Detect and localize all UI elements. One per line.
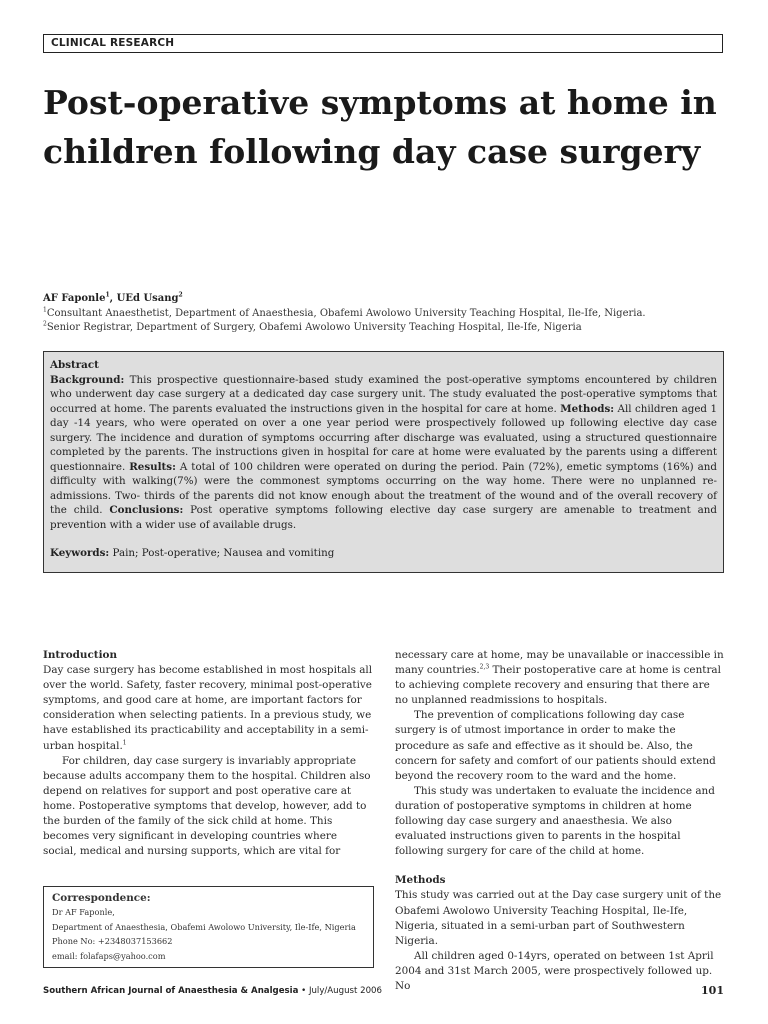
author-separator: , bbox=[109, 293, 117, 304]
correspondence-heading: Correspondence: bbox=[52, 892, 151, 904]
citation-ref: 1 bbox=[122, 739, 127, 747]
keywords-label: Keywords: bbox=[50, 547, 110, 559]
author-name: AF Faponle bbox=[43, 293, 106, 304]
abstract-heading: Abstract bbox=[50, 359, 99, 371]
body-paragraph: For children, day case surgery is invariably appropriate because adults accompany them to the hospital. Children also depend on relatives for support and post operative care at home. Postoperative symptoms that develop, however, add to the burden of the family of the sick child at home. This becomes very significant in developing countries where social, medical and nursing supports, which are vital for bbox=[43, 754, 371, 858]
body-text: necessary care at home, may be unavailable or inaccessible in many countries. bbox=[395, 649, 724, 677]
background-text: This prospective questionnaire-based study examined the post-operative symptoms encountered by children who underwent day case surgery at a dedicated day case surgery unit. The study evaluated the post-operative symptoms that occurred at home. The parents evaluated the instructions given in the hospital for care at home. bbox=[50, 373, 717, 415]
methods-text: All children aged 1 day -14 years, who were operated on over a one year period were prospectively followed up following elective day case surgery. The incidence and duration of symptoms occurring after discharge was evaluated, using a structured questionnaire completed by the parents. The instructions given in hospital for care at home were evaluated by the parents using a different questionnaire. bbox=[50, 402, 717, 473]
keywords-text: Pain; Post-operative; Nausea and vomiting bbox=[109, 547, 335, 559]
keywords bbox=[50, 546, 717, 561]
body-paragraph: This study was carried out at the Day case surgery unit of the Obafemi Awolowo University Teaching Hospital, Ile-Ife, Nigeria, situated in a semi-urban part of Southwestern Nigeria. bbox=[395, 889, 722, 947]
body-paragraph: All children aged 0-14yrs, operated on between 1st April 2004 and 31st March 2005, were prospectively followed up. No bbox=[395, 949, 714, 992]
correspondence-line: Department of Anaesthesia, Obafemi Awolowo University, Ile-Ife, Nigeria bbox=[52, 921, 356, 932]
body-paragraph: This study was undertaken to evaluate the incidence and duration of postoperative symptoms in children at home following day case surgery and anaesthesia. We also evaluated instructions given to parents in the hospital following surgery for care of the child at home. bbox=[395, 784, 715, 858]
correspondence-line: Dr AF Faponle, bbox=[52, 907, 115, 917]
journal-name: Southern African Journal of Anaesthesia & Analgesia bbox=[43, 986, 299, 996]
affiliation-text: Senior Registrar, Department of Surgery, Obafemi Awolowo University Teaching Hospital, Ile-Ife, Nigeria bbox=[46, 322, 582, 333]
affiliation-text: Consultant Anaesthetist, Department of Anaesthesia, Obafemi Awolowo University Teaching Hospital, Ile-Ife, Nigeria. bbox=[46, 308, 646, 319]
article-title: Post-operative symptoms at home in children following day case surgery bbox=[43, 83, 717, 171]
results-text: A total of 100 children were operated on during the period. Pain (72%), emetic symptoms (16%) and difficulty with walking(7%) were the commonest symptoms occurring on the way home. There were no unplanned re-admissions. Two- thirds of the parents did not know enough about the treatment of the wound and of the overall recovery of the child. bbox=[50, 460, 717, 516]
body-column-right bbox=[395, 648, 725, 994]
author-name: UEd Usang bbox=[116, 293, 179, 304]
page-footer bbox=[43, 986, 724, 996]
body-paragraph: The prevention of complications following day case surgery is of utmost importance in order to make the procedure as safe and effective as it should be. Also, the concern for safety and comfort of our patients should extend beyond the recovery room to the ward and the home. bbox=[395, 709, 716, 782]
introduction-heading: Introduction bbox=[43, 649, 117, 661]
body-text: Day case surgery has become established in most hospitals all over the world. Safety, faster recovery, minimal post-operative symptoms, and good care at home, are important factors for consideration when selecting patients. In a previous study, we have established its practicability and acceptability in a semi-urban hospital. bbox=[43, 664, 373, 752]
affiliation-number: 1 bbox=[43, 306, 47, 314]
author-line bbox=[43, 293, 183, 304]
conclusions-label: Conclusions: bbox=[109, 504, 184, 516]
conclusions-text: Post operative symptoms following elective day case surgery are amenable to treatment and prevention with a wider use of available drugs. bbox=[50, 504, 717, 531]
abstract-body bbox=[50, 373, 717, 533]
background-label: Background: bbox=[50, 373, 125, 386]
author-affil-ref: 2 bbox=[178, 291, 183, 299]
section-tag: CLINICAL RESEARCH bbox=[43, 34, 723, 53]
author-affil-ref: 1 bbox=[105, 291, 110, 299]
page-number: 101 bbox=[701, 984, 724, 997]
correspondence-email: email: folafaps@yahoo.com bbox=[52, 950, 166, 961]
affiliation-number: 2 bbox=[43, 320, 47, 328]
correspondence-line: Phone No: +2348037153662 bbox=[52, 936, 173, 946]
abstract-box bbox=[43, 351, 724, 573]
correspondence-box bbox=[43, 886, 374, 968]
body-paragraph bbox=[43, 663, 373, 754]
body-text: Their postoperative care at home is central to achieving complete recovery and ensuring that there are no unplanned readmissions to hospitals. bbox=[395, 664, 721, 707]
body-paragraph bbox=[395, 648, 725, 708]
results-label: Results: bbox=[129, 460, 176, 473]
footer-bullet: • bbox=[298, 986, 309, 996]
body-column-left bbox=[43, 648, 373, 859]
affiliation bbox=[43, 322, 582, 333]
citation-ref: 2,3 bbox=[479, 663, 490, 671]
issue-date: July/August 2006 bbox=[308, 986, 382, 996]
methods-label: Methods: bbox=[560, 402, 615, 415]
methods-heading: Methods bbox=[395, 874, 446, 887]
affiliation bbox=[43, 308, 646, 319]
